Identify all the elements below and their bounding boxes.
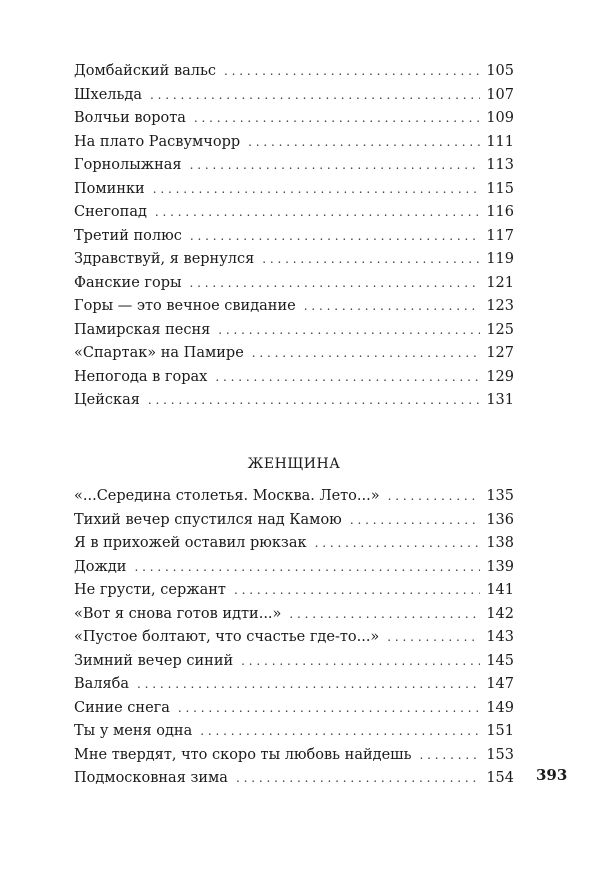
toc-entry-page: 147 [486, 676, 514, 692]
toc-entry-page: 113 [486, 157, 514, 173]
toc-entry [74, 319, 514, 343]
toc-entry-page: 125 [486, 321, 514, 338]
toc-entry-title: «Вот я снова готов идти...» [74, 605, 282, 622]
toc-entry [74, 178, 514, 202]
dot-leader [148, 389, 480, 413]
toc-entry [74, 272, 514, 296]
toc-entry-page: 117 [486, 227, 514, 244]
toc-entry [74, 673, 514, 697]
toc-entry [74, 767, 514, 791]
toc-entry [74, 366, 514, 390]
dot-leader [241, 650, 480, 674]
toc-entry-page: 141 [486, 582, 514, 598]
dot-leader [134, 556, 480, 580]
toc-entry [74, 248, 514, 272]
dot-leader [388, 485, 481, 509]
toc-entry-page: 135 [486, 488, 514, 504]
dot-leader [315, 532, 481, 556]
toc-entry-title: Зимний вечер синий [74, 652, 234, 669]
toc-entry-title: Тихий вечер спустился над Камою [74, 511, 342, 528]
page-number: 393 [536, 766, 568, 784]
dot-leader [155, 201, 480, 225]
toc-entry [74, 744, 514, 768]
toc-entry-page: 143 [486, 629, 514, 645]
dot-leader [137, 673, 480, 697]
toc-entry-page: 107 [486, 86, 514, 103]
toc-entry-title: Горнолыжная [74, 157, 182, 173]
toc-list-bottom [74, 485, 514, 791]
toc-entry-page: 139 [486, 558, 514, 575]
toc-entry-page: 119 [486, 251, 514, 267]
toc-entry [74, 225, 514, 249]
toc-entry [74, 84, 514, 108]
toc-entry-page: 109 [486, 110, 514, 126]
toc-entry-page: 149 [486, 699, 514, 716]
toc-entry-title: На плато Расвумчорр [74, 133, 241, 150]
toc-entry [74, 389, 514, 413]
toc-entry-title: Не грусти, сержант [74, 582, 226, 598]
dot-leader [194, 107, 480, 131]
toc-entry [74, 107, 514, 131]
toc-entry-page: 123 [486, 298, 514, 314]
toc-entry [74, 556, 514, 580]
toc-entry [74, 201, 514, 225]
toc-entry-page: 145 [486, 652, 514, 669]
toc-entry-title: Мне твердят, что скоро ты любовь найдешь [74, 746, 412, 763]
toc-entry-page: 136 [486, 511, 514, 528]
toc-entry-page: 131 [486, 392, 514, 408]
toc-entry [74, 650, 514, 674]
toc-entry [74, 579, 514, 603]
toc-entry [74, 485, 514, 509]
toc-entry-title: Домбайский вальс [74, 63, 216, 79]
dot-leader [218, 319, 480, 343]
dot-leader [153, 178, 481, 202]
toc-entry-page: 121 [486, 274, 514, 291]
dot-leader [420, 744, 481, 768]
toc-entry-page: 116 [486, 204, 514, 220]
dot-leader [248, 131, 480, 155]
dot-leader [262, 248, 480, 272]
toc-entry-title: Валяба [74, 676, 130, 692]
toc-entry-title: Поминки [74, 180, 145, 197]
toc-entry [74, 720, 514, 744]
toc-entry-title: Синие снега [74, 699, 170, 716]
toc-entry [74, 509, 514, 533]
toc-entry [74, 131, 514, 155]
dot-leader [150, 84, 480, 108]
toc-entry-title: Дожди [74, 558, 127, 575]
dot-leader [234, 579, 480, 603]
dot-leader [190, 154, 481, 178]
dot-leader [224, 60, 480, 84]
toc-entry [74, 626, 514, 650]
toc-entry-title: Подмосковная зима [74, 770, 228, 786]
toc-entry-title: Третий полюс [74, 227, 182, 244]
toc-entry-page: 154 [486, 770, 514, 786]
toc-entry [74, 342, 514, 366]
toc-entry-title: Шхельда [74, 86, 142, 103]
toc-entry-page: 127 [486, 345, 514, 361]
dot-leader [236, 767, 480, 791]
toc-entry-page: 111 [486, 133, 514, 150]
dot-leader [304, 295, 481, 319]
toc-entry-title: Фанские горы [74, 274, 182, 291]
toc-entry-title: Памирская песня [74, 321, 211, 338]
dot-leader [178, 697, 480, 721]
toc-entry-page: 151 [486, 723, 514, 739]
toc-list-top [74, 60, 514, 413]
dot-leader [200, 720, 480, 744]
toc-entry-page: 142 [486, 605, 514, 622]
toc-entry-title: Горы — это вечное свидание [74, 298, 296, 314]
dot-leader [215, 366, 480, 390]
toc-entry-title: Ты у меня одна [74, 723, 193, 739]
toc-entry [74, 603, 514, 627]
toc-entry-title: Я в прихожей оставил рюкзак [74, 535, 307, 551]
toc-entry-title: Цейская [74, 392, 140, 408]
dot-leader [190, 225, 480, 249]
toc-entry-page: 105 [486, 63, 514, 79]
toc-entry [74, 532, 514, 556]
dot-leader [190, 272, 481, 296]
toc-entry [74, 154, 514, 178]
toc-entry [74, 697, 514, 721]
toc-entry [74, 60, 514, 84]
toc-entry-title: Снегопад [74, 204, 147, 220]
dot-leader [387, 626, 480, 650]
dot-leader [252, 342, 481, 366]
section-heading: ЖЕНЩИНА [247, 456, 341, 472]
toc-entry-title: Волчьи ворота [74, 110, 186, 126]
dot-leader [289, 603, 480, 627]
toc-entry-title: «Пустое болтают, что счастье где-то...» [74, 629, 380, 645]
dot-leader [350, 509, 481, 533]
toc-entry-title: Непогода в горах [74, 368, 208, 385]
toc-entry-page: 129 [486, 368, 514, 385]
toc-entry-title: «...Середина столетья. Москва. Лето...» [74, 488, 380, 504]
toc-entry-title: Здравствуй, я вернулся [74, 251, 255, 267]
toc-entry-page: 115 [486, 180, 514, 197]
toc-entry-page: 138 [486, 535, 514, 551]
toc-entry-title: «Спартак» на Памире [74, 345, 244, 361]
toc-entry-page: 153 [486, 746, 514, 763]
toc-entry [74, 295, 514, 319]
